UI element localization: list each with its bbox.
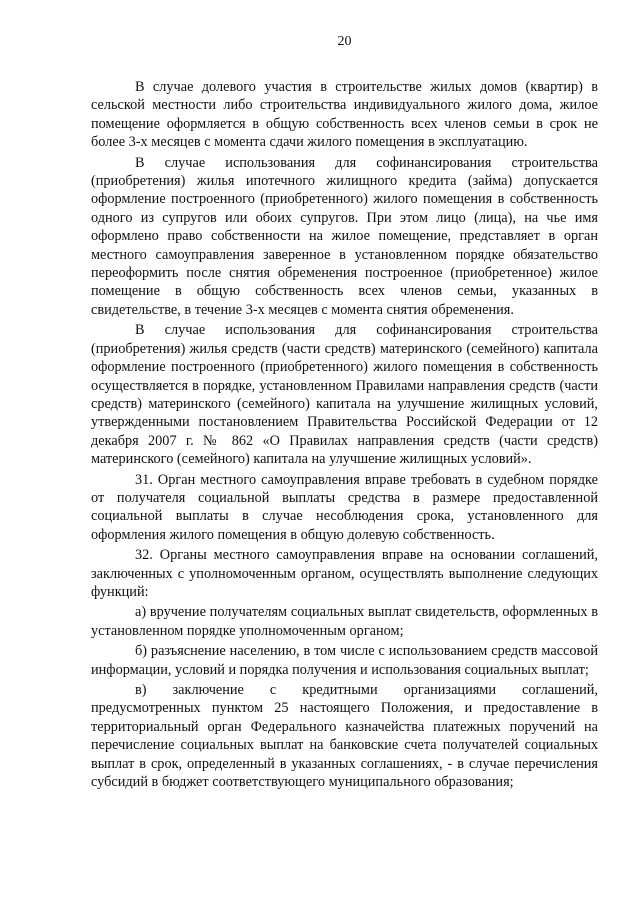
paragraph-shared-construction: В случае долевого участия в строительстве жилых домов (квартир) в сельской местности либо строительства индивидуального жилого дома, жилое помещение оформляется в общую собственность всех членов семьи в срок не более 3-х месяцев с момента сдачи жилого помещения в эксплуатацию.: [91, 79, 598, 151]
paragraph-mortgage-credit: В случае использования для софинансирования строительства (приобретения) жилья ипотечного жилищного кредита (займа) допускается оформление построенного (приобретенного) жилого помещения в собственность одного из супругов или обоих супругов. При этом лицо (лица), на чье имя оформлено право собственности на жилое помещение, представляет в орган местного самоуправления заверенное в установленном порядке обязательство переоформить после снятия обременения построенное (приобретенное) жилое помещение в общую собственность всех членов семьи, указанных в свидетельстве, в течение 3-х месяцев с момента снятия обременения.: [91, 154, 598, 318]
paragraph-maternity-capital: В случае использования для софинансирования строительства (приобретения) жилья средств (части средств) материнского (семейного) капитала оформление построенного (приобретенного) жилого помещения в собственность осуществляется в порядке, установленном Правилами направления средств (части средств) материнского (семейного) капитала на улучшение жилищных условий, утвержденными постановлением Правительства Российской Федерации от 12 декабря 2007 г. № 862 «О Правилах направления средств (части средств) материнского (семейного) капитала на улучшение жилищных условий».: [91, 322, 598, 468]
paragraph-item-b: б) разъяснение населению, в том числе с использованием средств массовой информации, условий и порядка получения и использования социальных выплат;: [91, 643, 598, 678]
paragraph-clause-32: 32. Органы местного самоуправления вправе на основании соглашений, заключенных с уполномоченным органом, осуществлять выполнение следующих функций:: [91, 547, 598, 600]
paragraph-item-a: а) вручение получателям социальных выплат свидетельств, оформленных в установленном порядке уполномоченным органом;: [91, 604, 598, 639]
paragraph-clause-31: 31. Орган местного самоуправления вправе требовать в судебном порядке от получателя социальной выплаты средства в размере предоставленной социальной выплаты в случае несоблюдения срока, установленного для оформления жилого помещения в общую долевую собственность.: [91, 471, 598, 543]
paragraph-item-v: в) заключение с кредитными организациями соглашений, предусмотренных пунктом 25 настоящего Положения, и предоставление в территориальный орган Федерального казначейства платежных поручений на перечисление социальных выплат на банковские счета получателей социальных выплат в срок, определенный в указанных соглашениях, - в случае перечисления субсидий в бюджет соответствующего муниципального образования;: [91, 682, 598, 791]
page-number: 20: [337, 34, 352, 49]
